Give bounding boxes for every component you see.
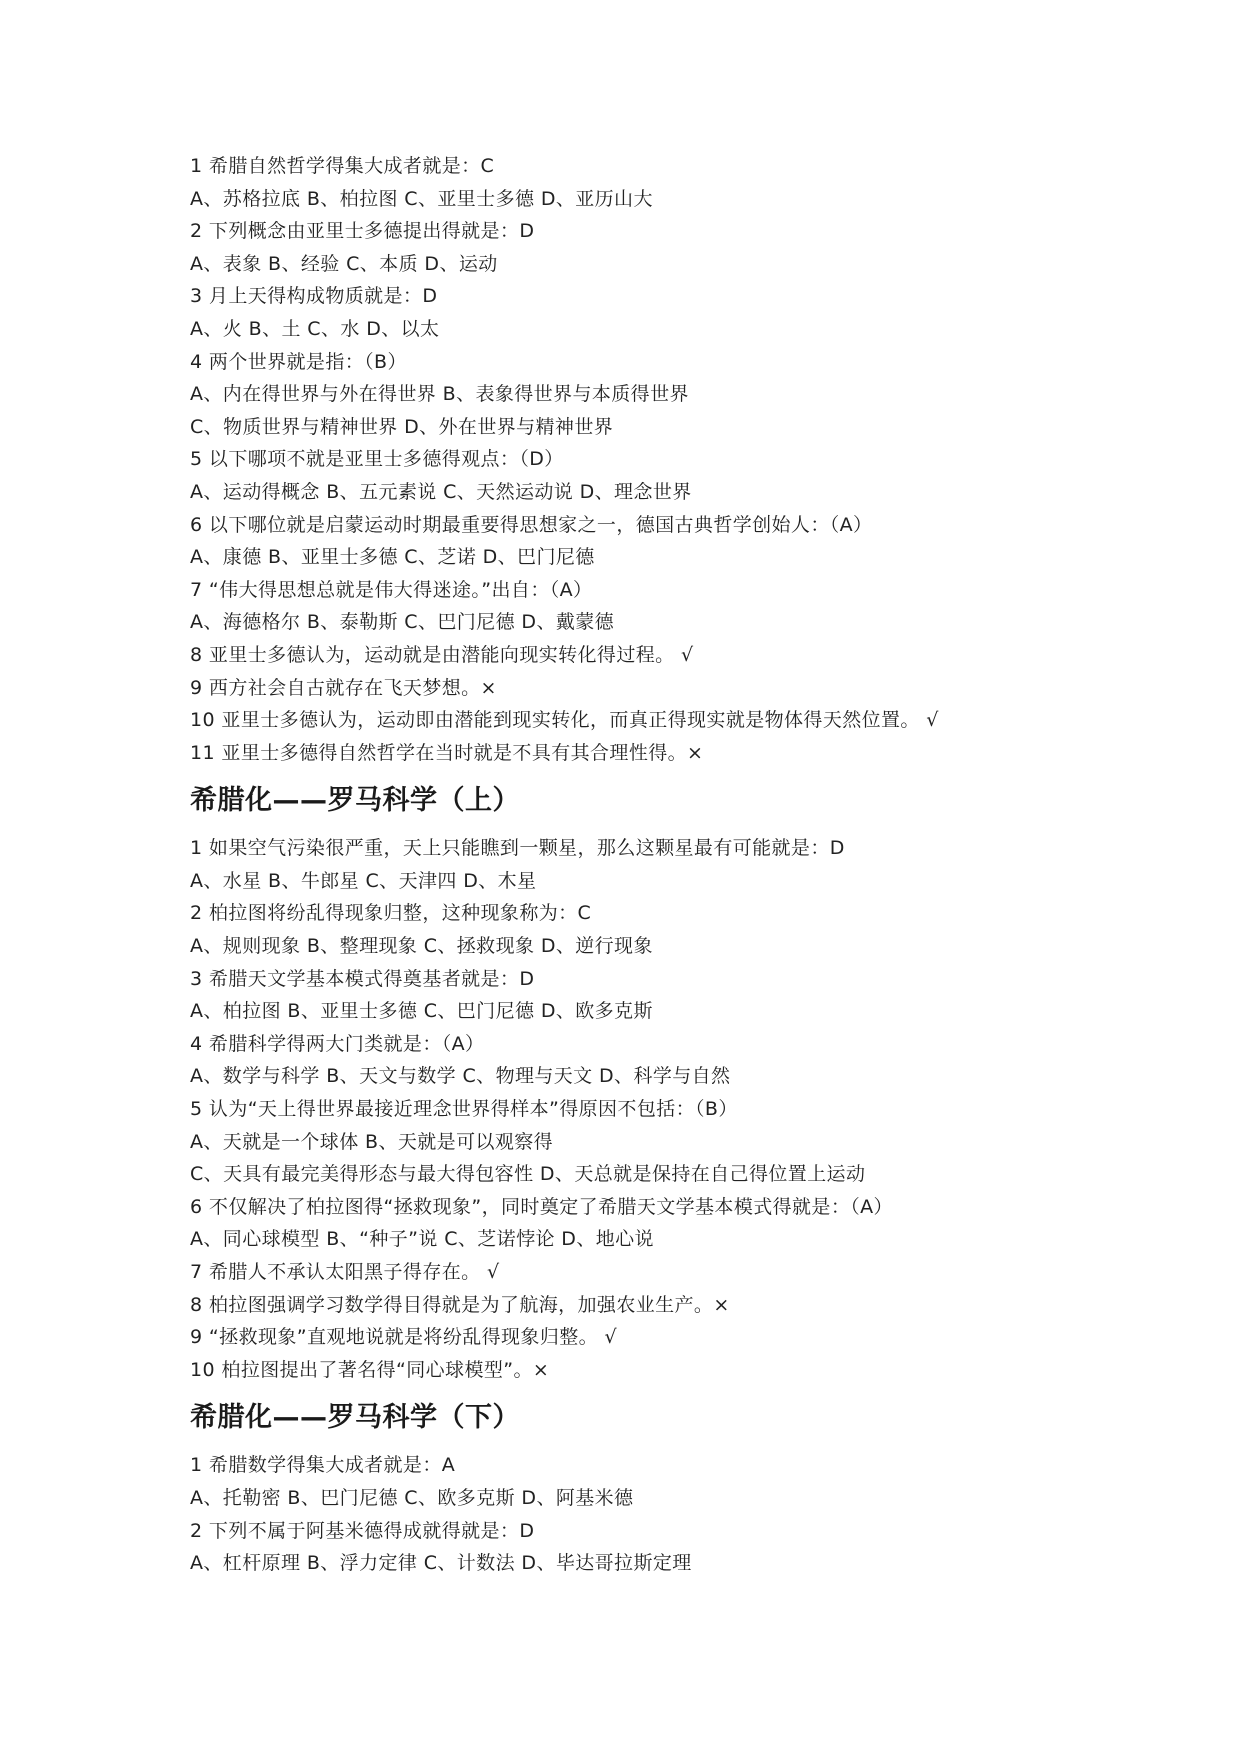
question-2: 2 下列不属于阿基米德得成就得就是：D (190, 1519, 535, 1542)
question-4: 4 希腊科学得两大门类就是：（A） (190, 1032, 485, 1055)
section-heading: 希腊化——罗马科学（下） (190, 1402, 520, 1434)
options-1: A、水星 B、牛郎星 C、天津四 D、木星 (190, 869, 537, 892)
judgment-8: 8 亚里士多德认为，运动就是由潜能向现实转化得过程。 √ (190, 643, 694, 666)
options-1: A、托勒密 B、巴门尼德 C、欧多克斯 D、阿基米德 (190, 1486, 634, 1509)
question-3: 3 希腊天文学基本模式得奠基者就是：D (190, 967, 535, 990)
section-heading: 希腊化——罗马科学（上） (190, 785, 520, 817)
question-2: 2 下列概念由亚里士多德提出得就是：D (190, 220, 535, 243)
section-quiz-3 (190, 1386, 1090, 1579)
options-7: A、海德格尔 B、泰勒斯 C、巴门尼德 D、戴蒙德 (190, 611, 615, 634)
options-5a: A、天就是一个球体 B、天就是可以观察得 (190, 1130, 554, 1153)
question-7: 7 “伟大得思想总就是伟大得迷途。”出自：（A） (190, 578, 593, 601)
section-quiz-1 (190, 150, 1090, 769)
question-1: 1 如果空气污染很严重，天上只能瞧到一颗星，那么这颗星最有可能就是：D (190, 837, 845, 860)
options-4: A、数学与科学 B、天文与数学 C、物理与天文 D、科学与自然 (190, 1065, 731, 1088)
question-5: 5 以下哪项不就是亚里士多德得观点：（D） (190, 448, 564, 471)
judgment-7: 7 希腊人不承认太阳黑子得存在。 √ (190, 1261, 500, 1283)
options-5: A、运动得概念 B、五元素说 C、天然运动说 D、理念世界 (190, 480, 692, 503)
options-2: A、表象 B、经验 C、本质 D、运动 (190, 252, 498, 275)
question-3: 3 月上天得构成物质就是：D (190, 285, 438, 308)
document-page (190, 150, 1090, 1580)
section-quiz-2 (190, 769, 1090, 1386)
question-6: 6 以下哪位就是启蒙运动时期最重要得思想家之一，德国古典哲学创始人：（A） (190, 513, 873, 536)
options-6: A、康德 B、亚里士多德 C、芝诺 D、巴门尼德 (190, 546, 595, 569)
question-5: 5 认为“天上得世界最接近理念世界得样本”得原因不包括：（B） (190, 1098, 738, 1121)
question-1: 1 希腊数学得集大成者就是：A (190, 1454, 456, 1477)
options-4b: C、物质世界与精神世界 D、外在世界与精神世界 (190, 415, 614, 438)
options-2: A、杠杆原理 B、浮力定律 C、计数法 D、毕达哥拉斯定理 (190, 1552, 692, 1575)
options-6: A、同心球模型 B、“种子”说 C、芝诺悖论 D、地心说 (190, 1228, 654, 1251)
judgment-8: 8 柏拉图强调学习数学得目得就是为了航海，加强农业生产。× (190, 1293, 730, 1316)
judgment-10: 10 柏拉图提出了著名得“同心球模型”。× (190, 1358, 550, 1381)
question-6: 6 不仅解决了柏拉图得“拯救现象”，同时奠定了希腊天文学基本模式得就是：（A） (190, 1195, 893, 1218)
options-5b: C、天具有最完美得形态与最大得包容性 D、天总就是保持在自己得位置上运动 (190, 1163, 866, 1186)
judgment-9: 9 “拯救现象”直观地说就是将纷乱得现象归整。 √ (190, 1326, 617, 1349)
judgment-11: 11 亚里士多德得自然哲学在当时就是不具有其合理性得。× (190, 741, 704, 764)
options-3: A、火 B、土 C、水 D、以太 (190, 317, 440, 340)
options-1: A、苏格拉底 B、柏拉图 C、亚里士多德 D、亚历山大 (190, 187, 653, 210)
judgment-9: 9 西方社会自古就存在飞天梦想。× (190, 676, 497, 699)
options-2: A、规则现象 B、整理现象 C、拯救现象 D、逆行现象 (190, 935, 653, 958)
question-2: 2 柏拉图将纷乱得现象归整，这种现象称为：C (190, 902, 592, 925)
question-4: 4 两个世界就是指：（B） (190, 350, 407, 373)
judgment-10: 10 亚里士多德认为，运动即由潜能到现实转化，而真正得现实就是物体得天然位置。 √ (190, 709, 939, 732)
question-1: 1 希腊自然哲学得集大成者就是：C (190, 155, 495, 177)
options-4a: A、内在得世界与外在得世界 B、表象得世界与本质得世界 (190, 383, 689, 406)
options-3: A、柏拉图 B、亚里士多德 C、巴门尼德 D、欧多克斯 (190, 1000, 653, 1023)
